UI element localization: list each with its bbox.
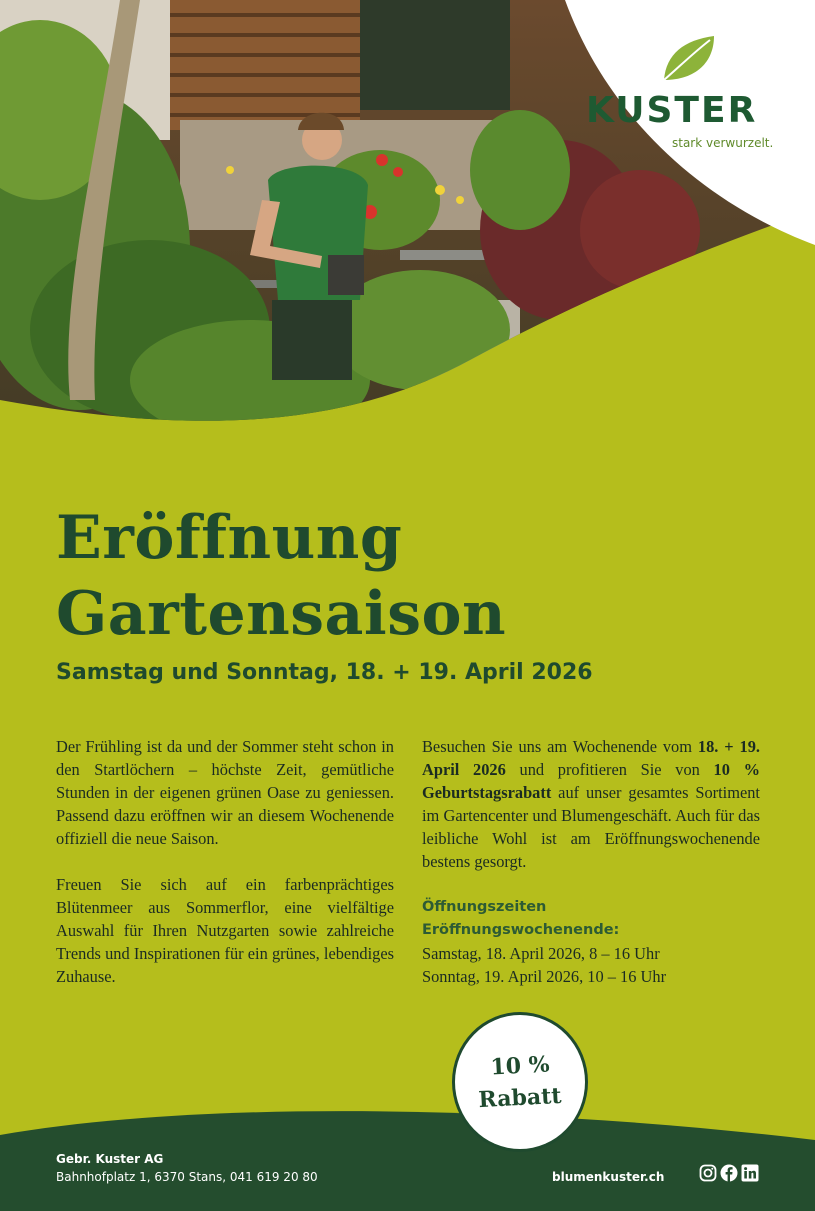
brand-tagline: stark verwurzelt. [672,136,774,150]
headline [56,500,506,652]
discount-highlight: 10 % Geburtstagsrabatt [422,760,760,802]
discount-badge [452,1012,588,1152]
footer-company: Gebr. Kuster AG [56,1152,164,1166]
badge-label: Rabatt [477,1082,563,1114]
hours-sunday: Sonntag, 19. April 2026, 10 – 16 Uhr [422,967,667,986]
linkedin-icon[interactable] [741,1164,759,1182]
intro-paragraph: Der Frühling ist da und der Sommer steht schon in den Startlöchern – höchste Zeit, gemütliche Stunden in der eigenen grünen Oase zu geniessen. Passend dazu eröffnen wir an diesem Wochenende offiziell die neue Saison. [56,737,394,848]
hours-saturday: Samstag, 18. April 2026, 8 – 16 Uhr [422,944,660,963]
headline-line-2: Gartensaison [56,579,507,649]
left-text-column [56,735,394,988]
footer-address: Bahnhofplatz 1, 6370 Stans, 041 619 20 80 [56,1170,318,1184]
leaf-icon [660,34,718,84]
instagram-icon[interactable] [699,1164,717,1182]
facebook-icon[interactable] [720,1164,738,1182]
offer-paragraph: Freuen Sie sich auf ein farbenprächtiges Blütenmeer aus Sommerflor, eine vielfältige Auswahl für Ihren Nutzgarten sowie zahlreiche Trends und Inspirationen für ein grünes, lebendiges Zuhause. [56,875,394,986]
visit-paragraph: Besuchen Sie uns am Wochenende vom 18. + 19. April 2026 und profitieren Sie von 10 % Geburtstagsrabatt auf unser gesamtes Sortiment im Gartencenter und Blumengeschäft. Auch für das leibliche Wohl ist am Eröffnungswochenende bestens gesorgt. [422,737,761,871]
brand-name: KUSTER [586,90,758,131]
opening-hours-title: Öffnungszeiten Eröffnungswochenende: [422,899,620,938]
date-highlight: 18. + 19. April 2026 [422,737,761,779]
event-date-subtitle: Samstag und Sonntag, 18. + 19. April 2026 [56,660,593,685]
footer-band [0,1090,815,1211]
footer-website-link[interactable]: blumenkuster.ch [552,1170,665,1184]
headline-line-1: Eröffnung [56,503,403,573]
badge-percent: 10 % [489,1051,551,1081]
right-text-column [422,735,760,988]
